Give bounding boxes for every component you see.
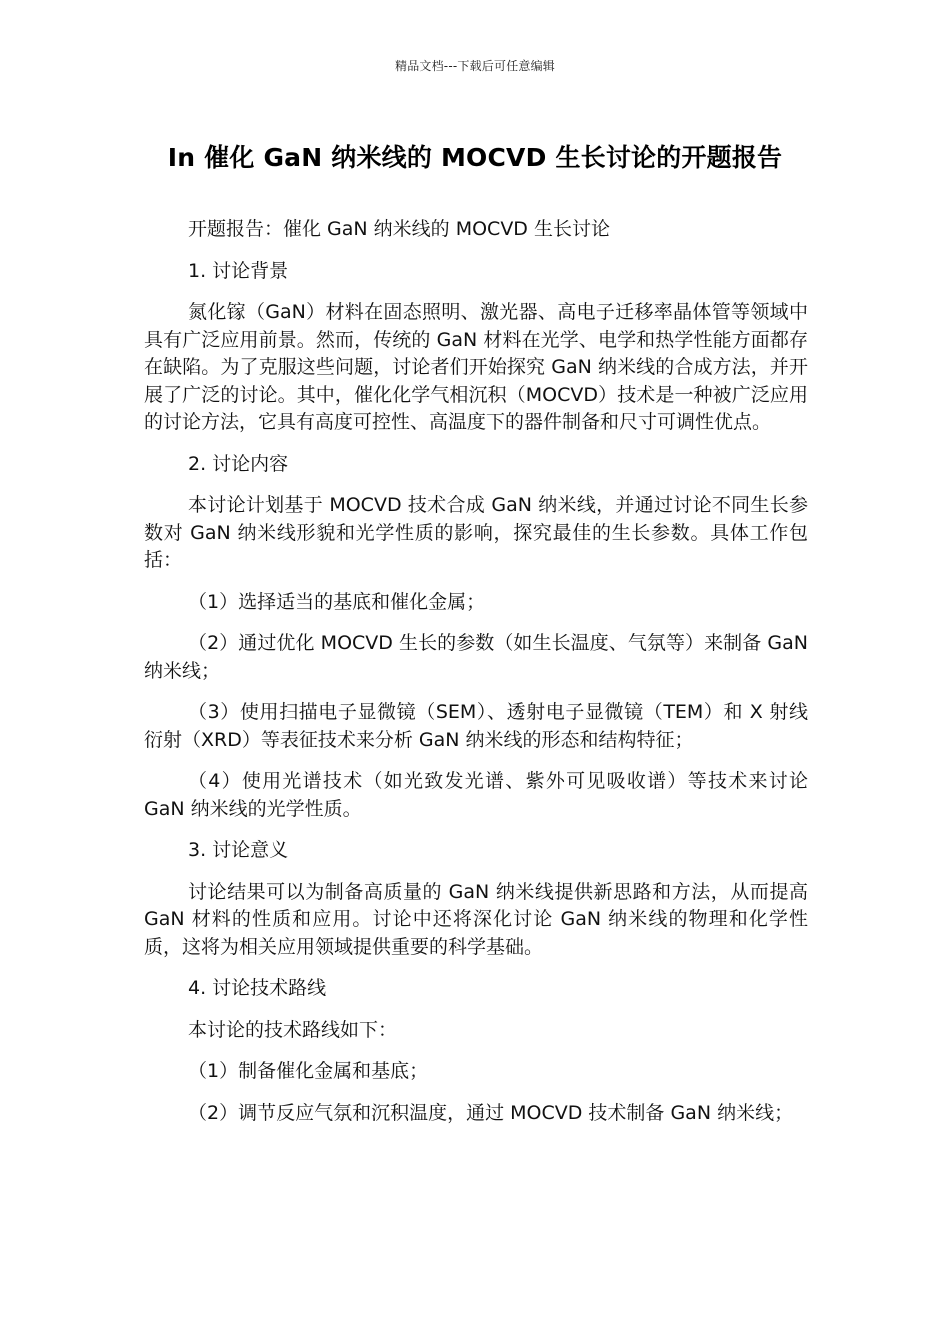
document-body [144, 216, 808, 1141]
route-item-1: （1）制备催化金属和基底； [188, 1060, 429, 1082]
content-item-4: （4）使用光谱技术（如光致发光谱、紫外可见吸收谱）等技术来讨论 GaN 纳米线的光学性质。 [144, 770, 808, 820]
significance-paragraph: 讨论结果可以为制备高质量的 GaN 纳米线提供新思路和方法，从而提高 GaN 材料的性质和应用。讨论中还将深化讨论 GaN 纳米线的物理和化学性质，这将为相关应用领域提供重要的科学基础。 [144, 880, 808, 958]
content-item-1: （1）选择适当的基底和催化金属； [188, 590, 486, 613]
section-heading-significance: 3. 讨论意义 [188, 839, 289, 861]
intro-line: 开题报告：催化 GaN 纳米线的 MOCVD 生长讨论 [188, 218, 610, 240]
section-heading-content: 2. 讨论内容 [188, 452, 289, 475]
route-intro: 本讨论的技术路线如下： [188, 1018, 398, 1041]
route-item-2: （2）调节反应气氛和沉积温度，通过 MOCVD 技术制备 GaN 纳米线； [188, 1101, 794, 1124]
content-item-3: （3）使用扫描电子显微镜（SEM）、透射电子显微镜（TEM）和 X 射线衍射（XRD）等表征技术来分析 GaN 纳米线的形态和结构特征； [144, 701, 808, 751]
background-paragraph: 氮化镓（GaN）材料在固态照明、激光器、高电子迁移率晶体管等领域中具有广泛应用前景。然而，传统的 GaN 材料在光学、电学和热学性能方面都存在缺陷。为了克服这些问题，讨论者们开始探究 GaN 纳米线的合成方法，并开展了广泛的讨论。其中，催化化学气相沉积（MOCVD）技术是一种被广泛应用的讨论方法，它具有高度可控性、高温度下的器件制备和尺寸可调性优点。 [144, 301, 808, 433]
section-heading-background: 1. 讨论背景 [188, 259, 289, 282]
content-paragraph: 本讨论计划基于 MOCVD 技术合成 GaN 纳米线，并通过讨论不同生长参数对 GaN 纳米线形貌和光学性质的影响，探究最佳的生长参数。具体工作包括： [144, 494, 808, 571]
content-item-2: （2）通过优化 MOCVD 生长的参数（如生长温度、气氛等）来制备 GaN 纳米线； [144, 632, 808, 682]
document-title: In 催化 GaN 纳米线的 MOCVD 生长讨论的开题报告 [167, 143, 783, 172]
section-heading-route: 4. 讨论技术路线 [188, 977, 327, 999]
header-note: 精品文档---下载后可任意编辑 [395, 59, 555, 73]
